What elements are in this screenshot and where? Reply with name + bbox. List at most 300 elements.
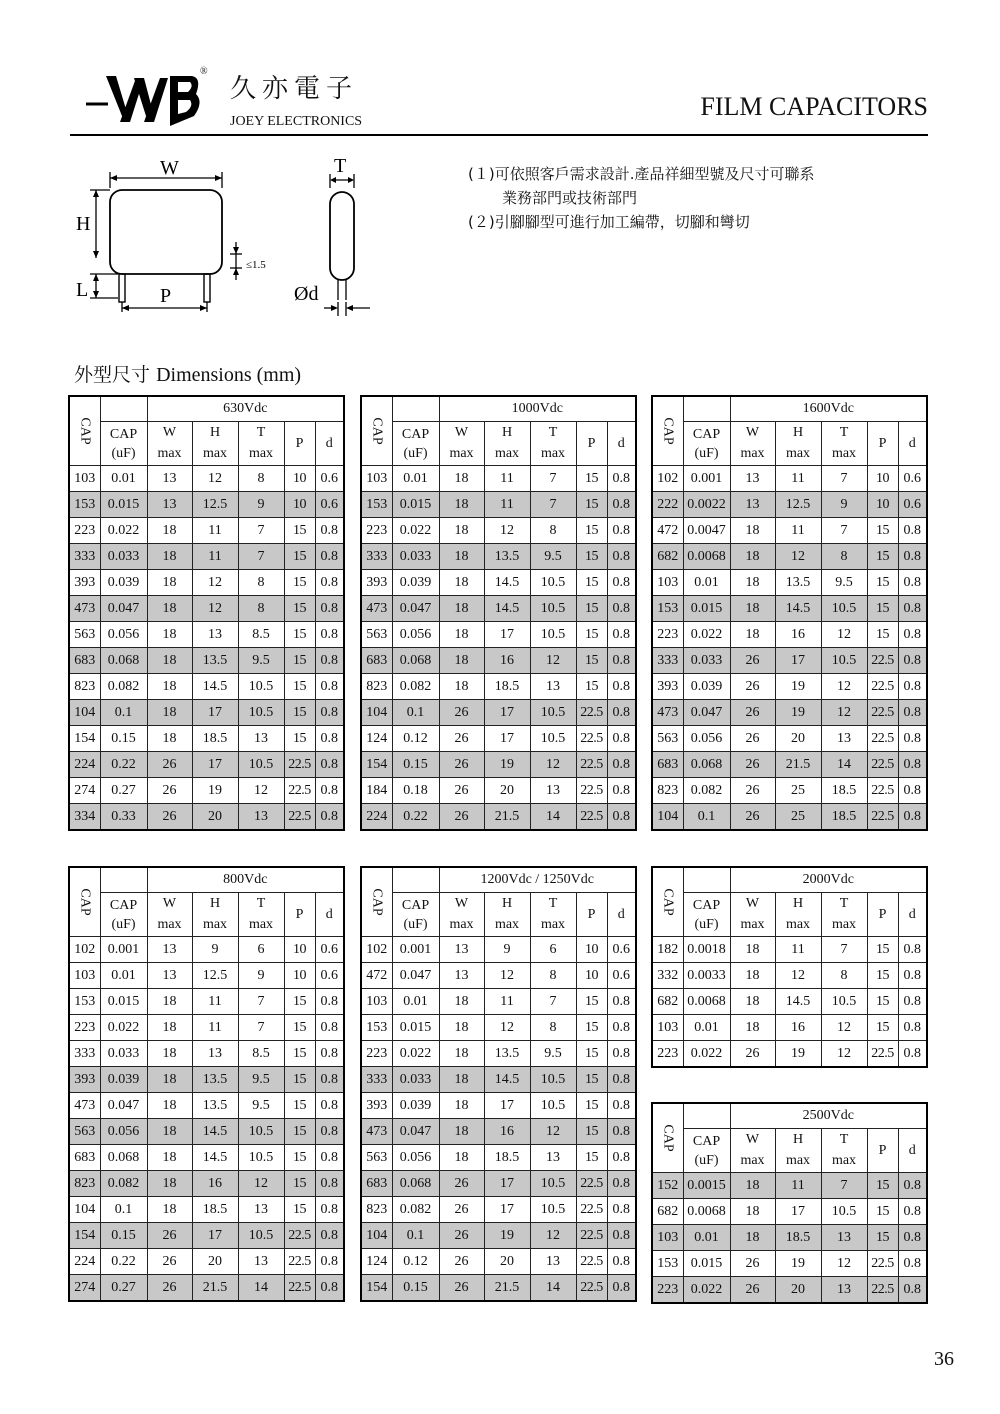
cap-code-cell: 223: [361, 518, 392, 544]
cap-value-cell: 0.27: [100, 778, 147, 804]
cap-value-cell: 0.0047: [683, 518, 730, 544]
cap-value-cell: 0.0068: [683, 989, 730, 1015]
lead-diameter-cell: 0.8: [607, 674, 636, 700]
cap-code-cell: 124: [361, 1249, 392, 1275]
table-row: [69, 492, 344, 518]
table-row: [652, 648, 927, 674]
pitch-cell: 22.5: [576, 1275, 607, 1302]
lead-diameter-cell: 0.8: [607, 492, 636, 518]
cap-code-cell: 393: [69, 570, 100, 596]
height-cell: 12: [775, 544, 821, 570]
width-cell: 18: [730, 963, 775, 989]
height-cell: 14.5: [192, 1119, 238, 1145]
lead-diameter-cell: 0.8: [898, 596, 927, 622]
cap-value-cell: 0.12: [392, 726, 439, 752]
pitch-cell: 22.5: [867, 1251, 898, 1277]
lead-diameter-header: d: [898, 422, 927, 466]
lead-diameter-cell: 0.8: [898, 1015, 927, 1041]
table-row: [69, 963, 344, 989]
thickness-cell: 14: [530, 804, 576, 831]
table-row: [361, 752, 636, 778]
pitch-cell: 22.5: [284, 752, 315, 778]
thickness-cell: 10.5: [821, 1199, 867, 1225]
lead-diameter-cell: 0.8: [315, 778, 344, 804]
height-cell: 9: [192, 937, 238, 963]
height-cell: 12: [192, 570, 238, 596]
max-header: max: [238, 443, 284, 466]
pitch-cell: 10: [284, 963, 315, 989]
pitch-cell: 10: [284, 466, 315, 492]
cap-value-cell: 0.33: [100, 804, 147, 831]
thickness-cell: 12: [821, 622, 867, 648]
table-row: [652, 963, 927, 989]
cap-value-cell: 0.022: [100, 518, 147, 544]
pitch-cell: 22.5: [284, 778, 315, 804]
thickness-cell: 8: [238, 570, 284, 596]
cap-code-cell: 104: [361, 700, 392, 726]
thickness-cell: 9.5: [530, 544, 576, 570]
cap-code-cell: 223: [69, 518, 100, 544]
width-cell: 18: [147, 596, 192, 622]
pitch-cell: 22.5: [867, 1041, 898, 1068]
cap-code-cell: 472: [361, 963, 392, 989]
pitch-cell: 15: [576, 1145, 607, 1171]
thickness-cell: 8: [238, 466, 284, 492]
lead-diameter-cell: 0.8: [315, 1171, 344, 1197]
thickness-cell: 9: [238, 963, 284, 989]
lead-diameter-cell: 0.8: [898, 752, 927, 778]
cap-code-cell: 104: [69, 1197, 100, 1223]
cap-code-cell: 224: [361, 804, 392, 831]
table-row: [361, 1171, 636, 1197]
pitch-cell: 15: [284, 700, 315, 726]
thickness-cell: 10.5: [530, 622, 576, 648]
thickness-cell: 12: [821, 1251, 867, 1277]
pitch-cell: 15: [284, 1119, 315, 1145]
height-cell: 17: [484, 622, 530, 648]
pitch-label: P: [160, 285, 172, 307]
cap-value-cell: 0.1: [392, 700, 439, 726]
lead-diameter-cell: 0.8: [607, 1119, 636, 1145]
table-row: [69, 1015, 344, 1041]
thickness-cell: 7: [530, 989, 576, 1015]
cap-code-cell: 153: [361, 1015, 392, 1041]
height-cell: 19: [775, 1251, 821, 1277]
thickness-cell: 13: [530, 1249, 576, 1275]
lead-diameter-cell: 0.8: [315, 674, 344, 700]
width-cell: 26: [147, 1223, 192, 1249]
thickness-cell: 8.5: [238, 622, 284, 648]
cap-value-cell: 0.022: [683, 1041, 730, 1068]
width-cell: 18: [439, 544, 484, 570]
thickness-cell: 10.5: [530, 1197, 576, 1223]
pitch-cell: 15: [867, 1015, 898, 1041]
thickness-cell: 8: [238, 596, 284, 622]
pitch-cell: 15: [576, 544, 607, 570]
width-cell: 18: [730, 622, 775, 648]
pitch-cell: 15: [867, 596, 898, 622]
lead-diameter-cell: 0.8: [315, 1275, 344, 1302]
height-cell: 20: [775, 1277, 821, 1304]
cap-value-cell: 0.039: [683, 674, 730, 700]
w-header: W: [439, 893, 484, 915]
cap-header: CAP: [392, 893, 439, 915]
pitch-cell: 15: [576, 570, 607, 596]
pitch-cell: 15: [867, 937, 898, 963]
height-cell: 19: [192, 778, 238, 804]
max-header: max: [775, 1150, 821, 1173]
lead-diameter-cell: 0.6: [315, 466, 344, 492]
width-cell: 18: [147, 1197, 192, 1223]
width-cell: 26: [147, 1275, 192, 1302]
cap-value-cell: 0.15: [392, 752, 439, 778]
cap-value-cell: 0.022: [683, 622, 730, 648]
table-row: [652, 544, 927, 570]
width-cell: 13: [730, 466, 775, 492]
height-cell: 14.5: [775, 989, 821, 1015]
lead-diameter-cell: 0.8: [898, 544, 927, 570]
brand-name-english: JOEY ELECTRONICS: [230, 114, 363, 129]
height-cell: 18.5: [192, 726, 238, 752]
lead-diameter-cell: 0.8: [315, 1015, 344, 1041]
h-header: H: [775, 422, 821, 444]
pitch-cell: 15: [284, 518, 315, 544]
width-cell: 18: [439, 570, 484, 596]
cap-value-cell: 0.082: [100, 674, 147, 700]
blank-header-cell: [683, 867, 730, 893]
pitch-header: P: [576, 422, 607, 466]
lead-diameter-cell: 0.8: [898, 700, 927, 726]
dimension-table-1000vdc: [360, 395, 637, 831]
lead-diameter-cell: 0.8: [315, 1249, 344, 1275]
thickness-label: T: [334, 155, 347, 177]
pitch-cell: 15: [867, 989, 898, 1015]
note-line: 業務部門或技術部門: [502, 189, 638, 207]
cap-header: CAP: [392, 422, 439, 444]
height-cell: 16: [484, 1119, 530, 1145]
cap-value-cell: 0.015: [683, 596, 730, 622]
table-row: [361, 726, 636, 752]
table-row: [69, 466, 344, 492]
cap-unit-header: (uF): [683, 914, 730, 937]
lead-diameter-cell: 0.8: [315, 752, 344, 778]
cap-code-cell: 153: [361, 492, 392, 518]
lead-diameter-header: d: [315, 893, 344, 937]
thickness-cell: 9.5: [530, 1041, 576, 1067]
pitch-cell: 15: [867, 518, 898, 544]
lead-diameter-cell: 0.6: [607, 937, 636, 963]
cap-code-cell: 153: [652, 1251, 683, 1277]
height-cell: 12: [192, 466, 238, 492]
blank-header-cell: [100, 396, 147, 422]
table-row: [652, 1199, 927, 1225]
height-cell: 11: [192, 1015, 238, 1041]
table-row: [652, 622, 927, 648]
height-cell: 12: [484, 1015, 530, 1041]
lead-diameter-cell: 0.8: [607, 648, 636, 674]
pitch-cell: 22.5: [576, 1171, 607, 1197]
cap-code-cell: 184: [361, 778, 392, 804]
thickness-cell: 13: [238, 1249, 284, 1275]
table-row: [69, 1041, 344, 1067]
pitch-cell: 15: [284, 570, 315, 596]
cap-code-cell: 393: [361, 1093, 392, 1119]
cap-value-cell: 0.056: [392, 622, 439, 648]
height-cell: 25: [775, 804, 821, 831]
cap-value-cell: 0.0015: [683, 1173, 730, 1199]
cap-code-cell: 182: [652, 937, 683, 963]
thickness-cell: 9: [238, 492, 284, 518]
table-row: [361, 1145, 636, 1171]
pitch-cell: 10: [576, 937, 607, 963]
pitch-cell: 22.5: [867, 804, 898, 831]
max-header: max: [730, 914, 775, 937]
cap-code-cell: 393: [652, 674, 683, 700]
height-cell: 20: [484, 778, 530, 804]
width-cell: 13: [439, 963, 484, 989]
lead-diameter-cell: 0.6: [898, 492, 927, 518]
cap-code-cell: 682: [652, 1199, 683, 1225]
table-row: [652, 1015, 927, 1041]
lead-diameter-cell: 0.8: [898, 570, 927, 596]
width-cell: 18: [147, 1015, 192, 1041]
cap-code-cell: 153: [69, 492, 100, 518]
width-cell: 18: [730, 1173, 775, 1199]
width-cell: 18: [730, 1015, 775, 1041]
lead-diameter-cell: 0.6: [315, 492, 344, 518]
height-cell: 17: [484, 1093, 530, 1119]
lead-diameter-cell: 0.8: [315, 622, 344, 648]
table-row: [361, 570, 636, 596]
cap-code-cell: 154: [69, 1223, 100, 1249]
notes-block: [468, 162, 814, 234]
voltage-header: 1200Vdc / 1250Vdc: [439, 867, 636, 893]
cap-value-cell: 0.001: [392, 937, 439, 963]
w-header: W: [730, 1129, 775, 1151]
cap-code-cell: 333: [361, 544, 392, 570]
table-row: [69, 1171, 344, 1197]
width-cell: 26: [730, 1041, 775, 1068]
w-header: W: [147, 893, 192, 915]
width-cell: 18: [147, 989, 192, 1015]
table-row: [361, 492, 636, 518]
thickness-cell: 10.5: [821, 989, 867, 1015]
cap-code-cell: 153: [652, 596, 683, 622]
lead-rise-label: ≤1.5: [246, 259, 266, 271]
width-cell: 18: [439, 622, 484, 648]
height-cell: 21.5: [484, 1275, 530, 1302]
cap-value-cell: 0.033: [392, 544, 439, 570]
page-number: 36: [934, 1348, 954, 1370]
voltage-header: 2500Vdc: [730, 1103, 927, 1129]
pitch-cell: 15: [576, 989, 607, 1015]
voltage-header: 2000Vdc: [730, 867, 927, 893]
width-cell: 13: [147, 937, 192, 963]
cap-value-cell: 0.001: [100, 937, 147, 963]
table-row: [69, 1119, 344, 1145]
cap-code-cell: 103: [69, 963, 100, 989]
table-row: [652, 752, 927, 778]
height-cell: 19: [484, 1223, 530, 1249]
table-row: [69, 596, 344, 622]
height-cell: 20: [775, 726, 821, 752]
height-cell: 13: [192, 622, 238, 648]
cap-value-cell: 0.039: [392, 1093, 439, 1119]
cap-code-header: [652, 1103, 683, 1173]
height-cell: 19: [775, 674, 821, 700]
pitch-cell: 22.5: [284, 1275, 315, 1302]
dimension-table-800vdc: [68, 866, 345, 1302]
cap-code-cell: 223: [652, 1041, 683, 1068]
cap-value-cell: 0.015: [100, 492, 147, 518]
table-row: [361, 648, 636, 674]
lead-diameter-cell: 0.8: [898, 674, 927, 700]
lead-diameter-cell: 0.8: [898, 518, 927, 544]
pitch-cell: 22.5: [867, 1277, 898, 1304]
h-header: H: [775, 1129, 821, 1151]
pitch-cell: 15: [576, 466, 607, 492]
table-row: [652, 596, 927, 622]
cap-value-cell: 0.056: [100, 1119, 147, 1145]
lead-diameter-cell: 0.8: [607, 596, 636, 622]
height-cell: 11: [775, 518, 821, 544]
pitch-cell: 15: [284, 1171, 315, 1197]
cap-value-cell: 0.047: [100, 1093, 147, 1119]
height-cell: 13.5: [484, 1041, 530, 1067]
thickness-cell: 10.5: [238, 752, 284, 778]
thickness-cell: 7: [238, 1015, 284, 1041]
height-cell: 19: [775, 700, 821, 726]
table-row: [69, 674, 344, 700]
lead-diameter-cell: 0.8: [315, 1145, 344, 1171]
thickness-cell: 9.5: [821, 570, 867, 596]
width-cell: 26: [147, 1249, 192, 1275]
cap-value-cell: 0.033: [100, 1041, 147, 1067]
width-cell: 26: [730, 752, 775, 778]
lead-diameter-cell: 0.8: [607, 1197, 636, 1223]
cap-value-cell: 0.18: [392, 778, 439, 804]
cap-value-cell: 0.15: [100, 726, 147, 752]
height-cell: 20: [192, 1249, 238, 1275]
joey-logo-icon: [86, 64, 208, 134]
width-cell: 18: [730, 544, 775, 570]
table-row: [69, 989, 344, 1015]
table-row: [361, 1119, 636, 1145]
pitch-cell: 15: [284, 596, 315, 622]
width-cell: 26: [730, 1251, 775, 1277]
cap-unit-header: (uF): [683, 443, 730, 466]
thickness-cell: 7: [238, 544, 284, 570]
pitch-cell: 10: [867, 492, 898, 518]
table-row: [652, 1173, 927, 1199]
cap-code-header-label: CAP: [77, 417, 93, 445]
voltage-header: 630Vdc: [147, 396, 344, 422]
blank-header-cell: [100, 867, 147, 893]
lead-diameter-cell: 0.8: [607, 1067, 636, 1093]
height-cell: 17: [484, 1171, 530, 1197]
thickness-cell: 13: [821, 1277, 867, 1304]
thickness-cell: 7: [530, 492, 576, 518]
width-cell: 18: [439, 1145, 484, 1171]
cap-code-cell: 334: [69, 804, 100, 831]
table-row: [652, 804, 927, 831]
pitch-cell: 22.5: [867, 726, 898, 752]
width-cell: 18: [147, 622, 192, 648]
height-cell: 18.5: [192, 1197, 238, 1223]
width-cell: 18: [147, 1067, 192, 1093]
thickness-cell: 12: [238, 778, 284, 804]
cap-code-cell: 104: [69, 700, 100, 726]
cap-code-cell: 472: [652, 518, 683, 544]
max-header: max: [821, 1150, 867, 1173]
thickness-cell: 6: [530, 937, 576, 963]
cap-code-cell: 103: [652, 1015, 683, 1041]
table-row: [69, 804, 344, 831]
height-cell: 18.5: [484, 674, 530, 700]
table-row: [69, 544, 344, 570]
cap-code-cell: 333: [652, 648, 683, 674]
thickness-cell: 7: [238, 989, 284, 1015]
height-cell: 11: [775, 1173, 821, 1199]
table-row: [69, 1093, 344, 1119]
thickness-cell: 18.5: [821, 778, 867, 804]
cap-code-cell: 393: [69, 1067, 100, 1093]
thickness-cell: 13: [821, 1225, 867, 1251]
height-cell: 17: [484, 726, 530, 752]
pitch-cell: 15: [576, 1119, 607, 1145]
lead-diameter-cell: 0.8: [315, 726, 344, 752]
thickness-cell: 12: [530, 1119, 576, 1145]
cap-value-cell: 0.068: [683, 752, 730, 778]
cap-code-header: [361, 396, 392, 466]
max-header: max: [439, 443, 484, 466]
dimension-table-2000vdc: [651, 866, 928, 1068]
height-cell: 14.5: [192, 1145, 238, 1171]
pitch-cell: 15: [284, 1145, 315, 1171]
dimension-table-630vdc: [68, 395, 345, 831]
thickness-cell: 6: [238, 937, 284, 963]
height-cell: 14.5: [775, 596, 821, 622]
cap-code-cell: 154: [361, 1275, 392, 1302]
width-cell: 18: [439, 989, 484, 1015]
lead-diameter-cell: 0.6: [898, 466, 927, 492]
pitch-cell: 22.5: [867, 648, 898, 674]
width-cell: 18: [439, 466, 484, 492]
thickness-cell: 10.5: [530, 700, 576, 726]
lead-diameter-cell: 0.8: [607, 700, 636, 726]
pitch-cell: 15: [867, 1199, 898, 1225]
width-cell: 26: [730, 804, 775, 831]
height-cell: 13: [192, 1041, 238, 1067]
lead-diameter-cell: 0.8: [315, 1223, 344, 1249]
cap-code-cell: 683: [69, 648, 100, 674]
height-cell: 13.5: [775, 570, 821, 596]
table-row: [69, 1249, 344, 1275]
thickness-cell: 12: [821, 700, 867, 726]
width-cell: 18: [730, 1199, 775, 1225]
cap-value-cell: 0.0068: [683, 544, 730, 570]
width-cell: 18: [439, 518, 484, 544]
width-cell: 18: [439, 1015, 484, 1041]
height-cell: 20: [192, 804, 238, 831]
pitch-cell: 15: [576, 518, 607, 544]
cap-value-cell: 0.01: [100, 466, 147, 492]
lead-diameter-cell: 0.8: [607, 466, 636, 492]
thickness-cell: 10.5: [238, 1223, 284, 1249]
max-header: max: [530, 914, 576, 937]
lead-diameter-header: d: [898, 1129, 927, 1173]
width-cell: 18: [147, 648, 192, 674]
